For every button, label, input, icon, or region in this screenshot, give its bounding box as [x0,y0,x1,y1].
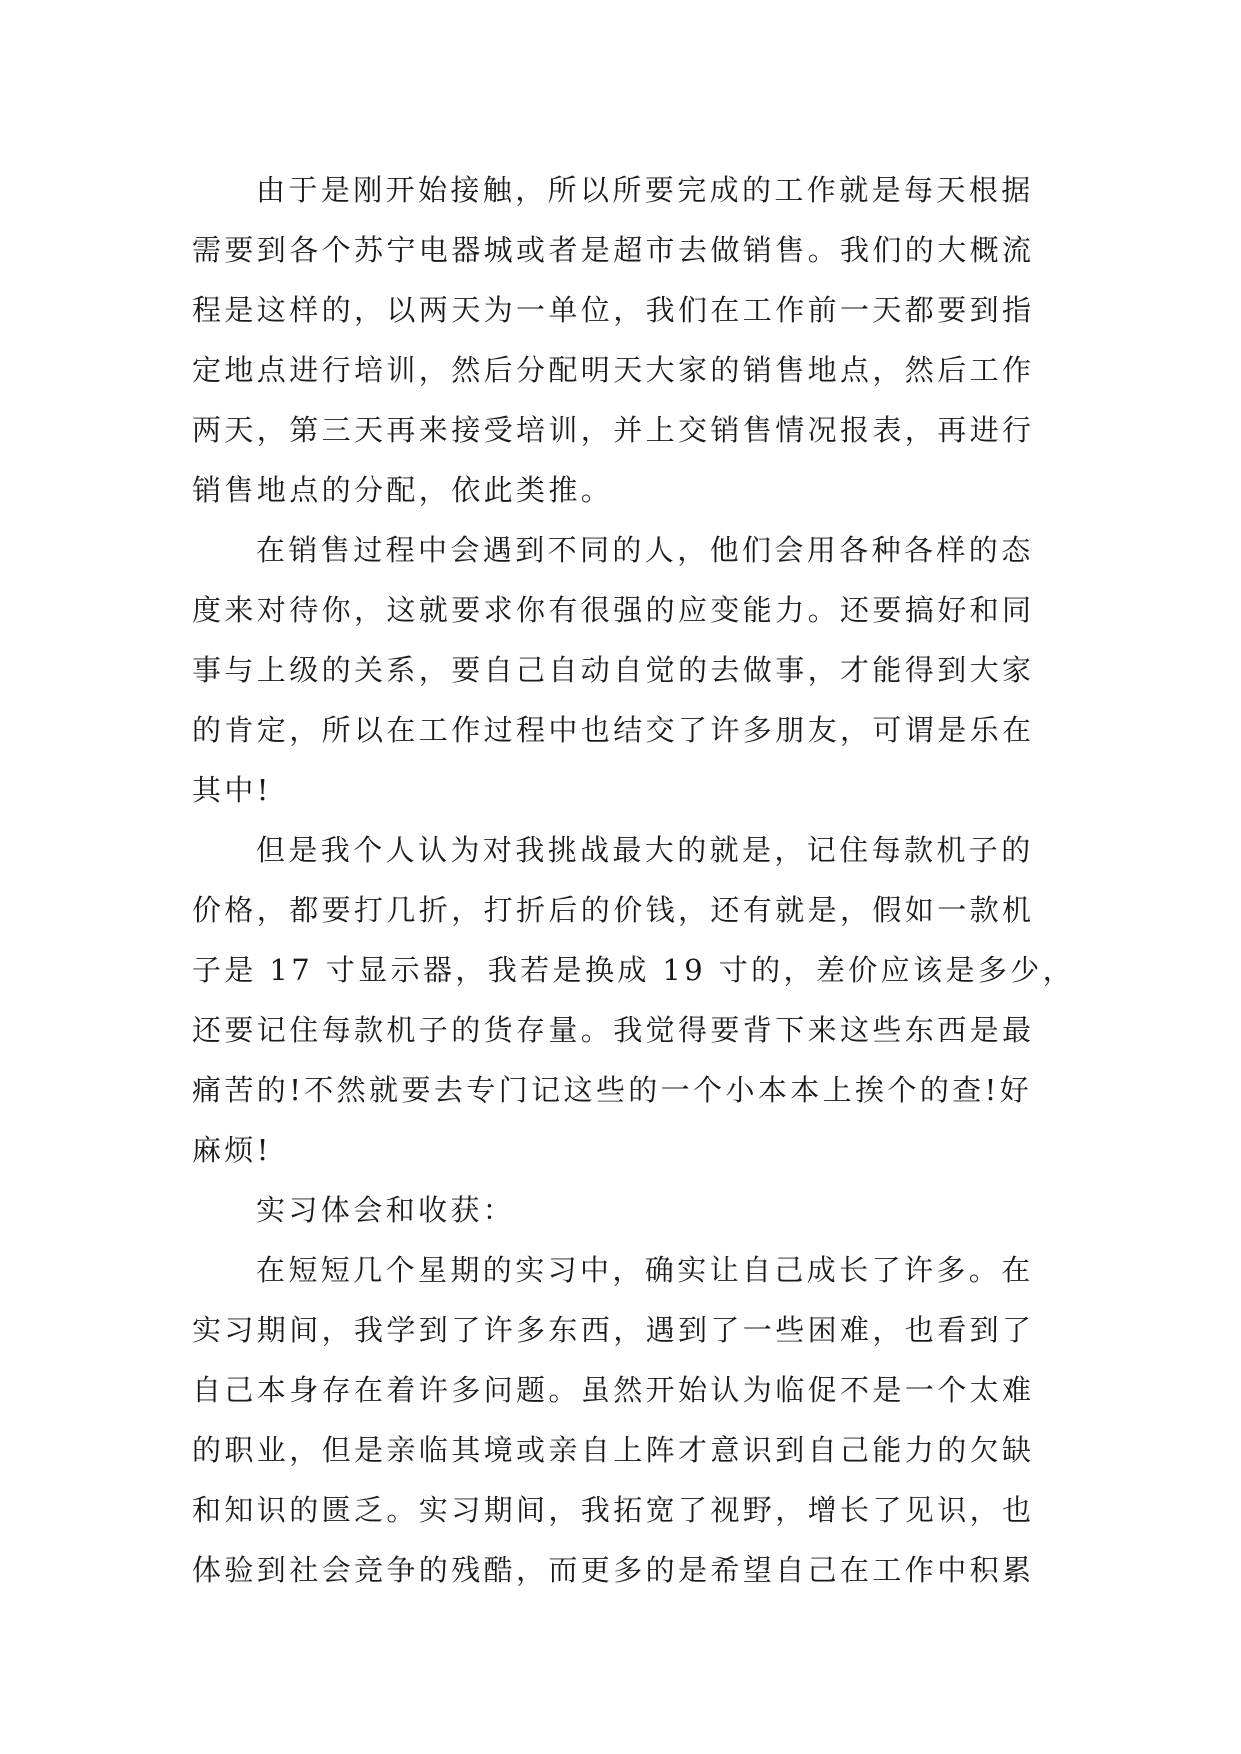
paragraph-line: 自己本身存在着许多问题。虽然开始认为临促不是一个太难 [192,1373,1035,1407]
paragraph-line: 价格，都要打几折，打折后的价钱，还有就是，假如一款机 [192,893,1035,927]
paragraph-line: 两天，第三天再来接受培训，并上交销售情况报表，再进行 [192,413,1035,447]
paragraph-line: 和知识的匮乏。实习期间，我拓宽了视野，增长了见识，也 [192,1493,1035,1527]
paragraph-line: 的职业，但是亲临其境或亲自上阵才意识到自己能力的欠缺 [192,1433,1035,1467]
paragraph-line: 由于是刚开始接触，所以所要完成的工作就是每天根据 [256,173,1034,207]
paragraph-line: 的肯定，所以在工作过程中也结交了许多朋友，可谓是乐在 [192,713,1035,747]
paragraph-line: 在短短几个星期的实习中，确实让自己成长了许多。在 [256,1253,1034,1287]
paragraph-line: 程是这样的，以两天为一单位，我们在工作前一天都要到指 [192,293,1035,327]
section-heading: 实习体会和收获： [256,1193,516,1227]
paragraph-line: 其中! [192,773,272,807]
paragraph-line: 还要记住每款机子的货存量。我觉得要背下来这些东西是最 [192,1013,1035,1047]
paragraph-line: 体验到社会竞争的残酷，而更多的是希望自己在工作中积累 [192,1553,1035,1587]
paragraph-line: 在销售过程中会遇到不同的人，他们会用各种各样的态 [256,533,1034,567]
paragraph-line: 事与上级的关系，要自己自动自觉的去做事，才能得到大家 [192,653,1035,687]
paragraph-line: 销售地点的分配，依此类推。 [192,473,614,507]
paragraph-line: 度来对待你，这就要求你有很强的应变能力。还要搞好和同 [192,593,1035,627]
paragraph-line: 实习期间，我学到了许多东西，遇到了一些困难，也看到了 [192,1313,1035,1347]
paragraph-line: 痛苦的!不然就要去专门记这些的一个小本本上挨个的查!好 [192,1073,1033,1107]
body-text [192,160,1076,1600]
paragraph-line: 定地点进行培训，然后分配明天大家的销售地点，然后工作 [192,353,1035,387]
paragraph-line: 需要到各个苏宁电器城或者是超市去做销售。我们的大概流 [192,233,1035,267]
paragraph-line: 子是 17 寸显示器，我若是换成 19 寸的，差价应该是多少， [192,953,1076,987]
paragraph-line: 但是我个人认为对我挑战最大的就是，记住每款机子的 [256,833,1034,867]
paragraph-line: 麻烦! [192,1133,272,1167]
